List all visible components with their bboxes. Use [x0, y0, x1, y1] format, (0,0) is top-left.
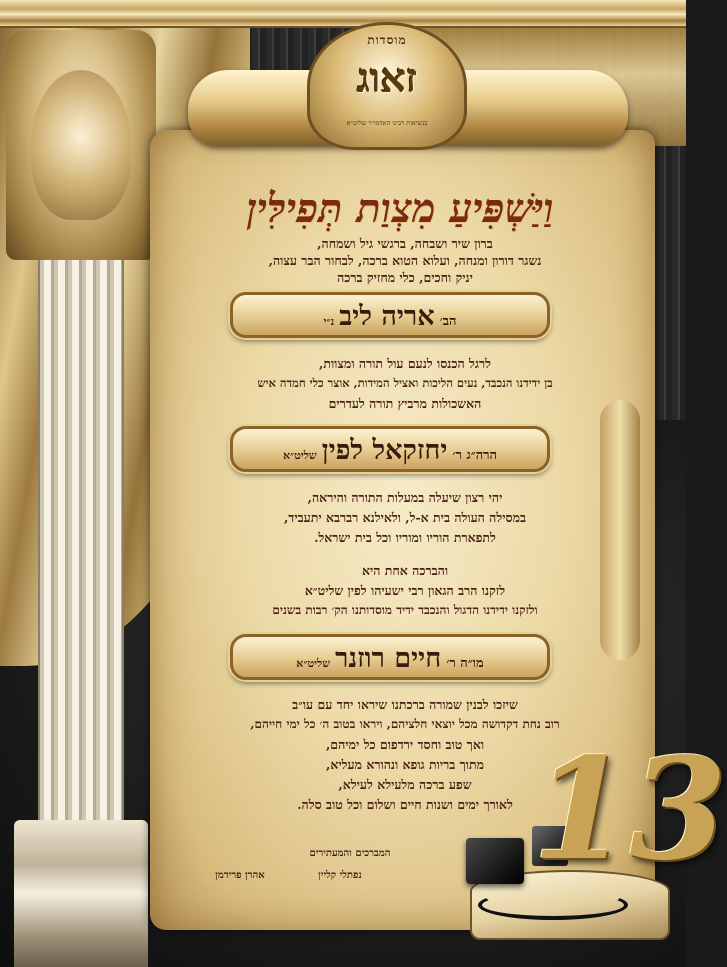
- tefillin-box-decoration: [466, 838, 524, 884]
- organization-logo: [307, 22, 467, 150]
- blessing-line: לתפארת הוריו ומוריו וכל בית ישראל.: [314, 530, 496, 545]
- pillar: [6, 30, 156, 967]
- signature-1: נפתלי קליין: [318, 870, 362, 881]
- page-title: וַיַּשְׁפִּיעַ מִצְוַת תְּפִילִּין: [246, 185, 554, 232]
- closing-line: שפע ברכה מלעילא לעילא,: [338, 777, 472, 792]
- closing-line: לאורך ימים ושנות חיים ושלום וכל טוב סלה.: [297, 797, 513, 812]
- middle-line: האשכולות מרביץ תורה לעדרים: [328, 396, 482, 411]
- closing-line: רוב נחת דקדושה מכל יוצאי חלציהם, ויראו בטוב ה׳ כל ימי חייהם,: [250, 717, 560, 731]
- grandfather-line: לזקנו הרב הגאון רבי ישעיהו לפין שליט״א: [304, 583, 506, 598]
- blessing-line: במסילה העולה בית א-ל, ולאילנא רברבא יתעביד,: [283, 510, 527, 525]
- signatures-header: המברכים והמעתירים: [309, 848, 391, 859]
- banner-suffix: נ״י: [323, 315, 335, 328]
- logo-top-text: מוסדות: [367, 33, 407, 47]
- logo-name: זאוג: [356, 55, 418, 102]
- pillar-capital: [6, 30, 156, 260]
- logo-subtitle: בנשיאות רבינו האדמו״ר שליט״א: [346, 119, 428, 127]
- pillar-shaft: [38, 260, 124, 820]
- number-13-decoration: 13: [532, 728, 727, 892]
- blessing-line: יהי רצון שיעלה במעלות התורה והיראה,: [307, 490, 503, 505]
- intro-line: יניק וחכים, כלי מחזיק ברכה: [337, 270, 473, 285]
- father-name: יחזקאל לפין: [321, 435, 448, 466]
- banner-suffix: שליט״א: [282, 449, 317, 462]
- closing-line: ואך טוב וחסד ירדפום כל ימיהם,: [325, 737, 485, 752]
- grandfather-line: ולזקנו ידידנו הדגול והנכבד ידיד מוסדותנו הק׳ רבות בשנים: [272, 603, 538, 617]
- grandfather-name: חיים רוזנר: [335, 643, 442, 674]
- pillar-base: [14, 820, 148, 967]
- honoree-name: אריה ליב: [339, 301, 435, 332]
- banner-suffix: שליט״א: [296, 657, 330, 670]
- grandfather-line: והברכה אחת היא: [361, 563, 449, 578]
- intro-line: נשגר דורון ומנחה, ועלוא הטוא ברכה, לבחור הבר עצוה,: [268, 253, 542, 268]
- grandfather-banner: [230, 634, 550, 680]
- father-banner: [230, 426, 550, 472]
- intro-line: ברון שיר ושבחה, ברגשי גיל ושמחה,: [317, 236, 493, 251]
- honoree-banner: [230, 292, 550, 338]
- top-gold-rail: [0, 0, 686, 28]
- closing-line: שיזכו לבנין שמורה ברכתנו שיראו יחד עם עו״ב: [292, 697, 518, 712]
- closing-line: מתוך בריות גופא ונהורא מעליא,: [326, 757, 484, 772]
- signature-2: אהרן פרידמן: [215, 870, 265, 881]
- banner-prefix: הרה״ג ר׳: [452, 448, 498, 463]
- banner-prefix: מו״ה ר׳: [446, 656, 484, 671]
- middle-line: לרגל הכנסו לנעם עול תורה ומצוות,: [319, 356, 491, 371]
- banner-prefix: הב׳: [439, 314, 457, 329]
- middle-line: בן ידידנו הנכבד, נעים הליכות ואציל המידות, אוצר כלי חמדה איש: [257, 376, 553, 390]
